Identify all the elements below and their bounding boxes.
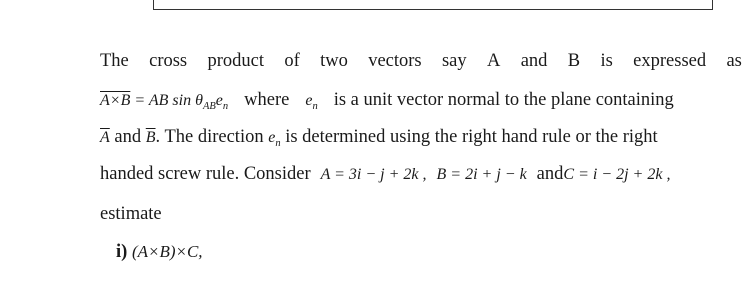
word: say (441, 51, 467, 71)
word: as (726, 51, 742, 71)
text-and: and (109, 127, 146, 147)
item-label: i) (116, 242, 128, 262)
unit-vector-en (268, 129, 281, 149)
theta-subscript: AB (202, 101, 216, 112)
word: vectors (368, 51, 422, 71)
word: B (567, 51, 581, 71)
word: and (520, 51, 548, 71)
word: product (207, 51, 264, 71)
word: is (600, 51, 613, 71)
question-item-i (116, 240, 203, 264)
unit-vector-subscript: n (275, 138, 281, 149)
cross-product-formula (100, 89, 228, 119)
text-where: where (244, 90, 290, 110)
formula-eq: = AB sin θ (130, 92, 203, 109)
unit-vector-subscript: n (312, 101, 318, 112)
text-and: and (536, 164, 564, 184)
paragraph-line-5: estimate (100, 204, 162, 224)
word: two (320, 51, 348, 71)
unit-vector-e: e (215, 92, 223, 109)
vector-b: $\overline{B}$ (145, 129, 156, 146)
word: cross (149, 51, 188, 71)
top-border-box (153, 0, 713, 10)
unit-vector-subscript: n (222, 101, 229, 112)
item-expression: (A×B)×C, (131, 242, 203, 261)
unit-vector-e: e (305, 92, 313, 109)
word: The (100, 51, 129, 71)
vector-a: $\overline{A}$ (100, 129, 110, 146)
text-consider: handed screw rule. Consider (100, 164, 311, 184)
vector-c-definition: C = i − 2j + 2k , (563, 166, 671, 183)
word: of (284, 51, 300, 71)
paragraph-line-2 (100, 88, 742, 119)
text-right-hand-rule: is determined using the right hand rule or the right (280, 127, 658, 147)
word: expressed (633, 51, 707, 71)
vector-b-definition: B = 2i + j − k (436, 166, 527, 183)
formula-lhs: A×B (100, 92, 131, 109)
word: A (487, 51, 501, 71)
text-description: is a unit vector normal to the plane containing (333, 90, 674, 110)
paragraph-line-3 (100, 125, 658, 156)
text-direction: . The direction (155, 127, 269, 147)
paragraph-line-1 (100, 49, 742, 73)
unit-vector-en (305, 89, 317, 119)
vector-a-definition: A = 3i − j + 2k , (320, 166, 427, 183)
paragraph-line-4 (100, 162, 742, 187)
unit-vector-e: e (268, 129, 276, 146)
